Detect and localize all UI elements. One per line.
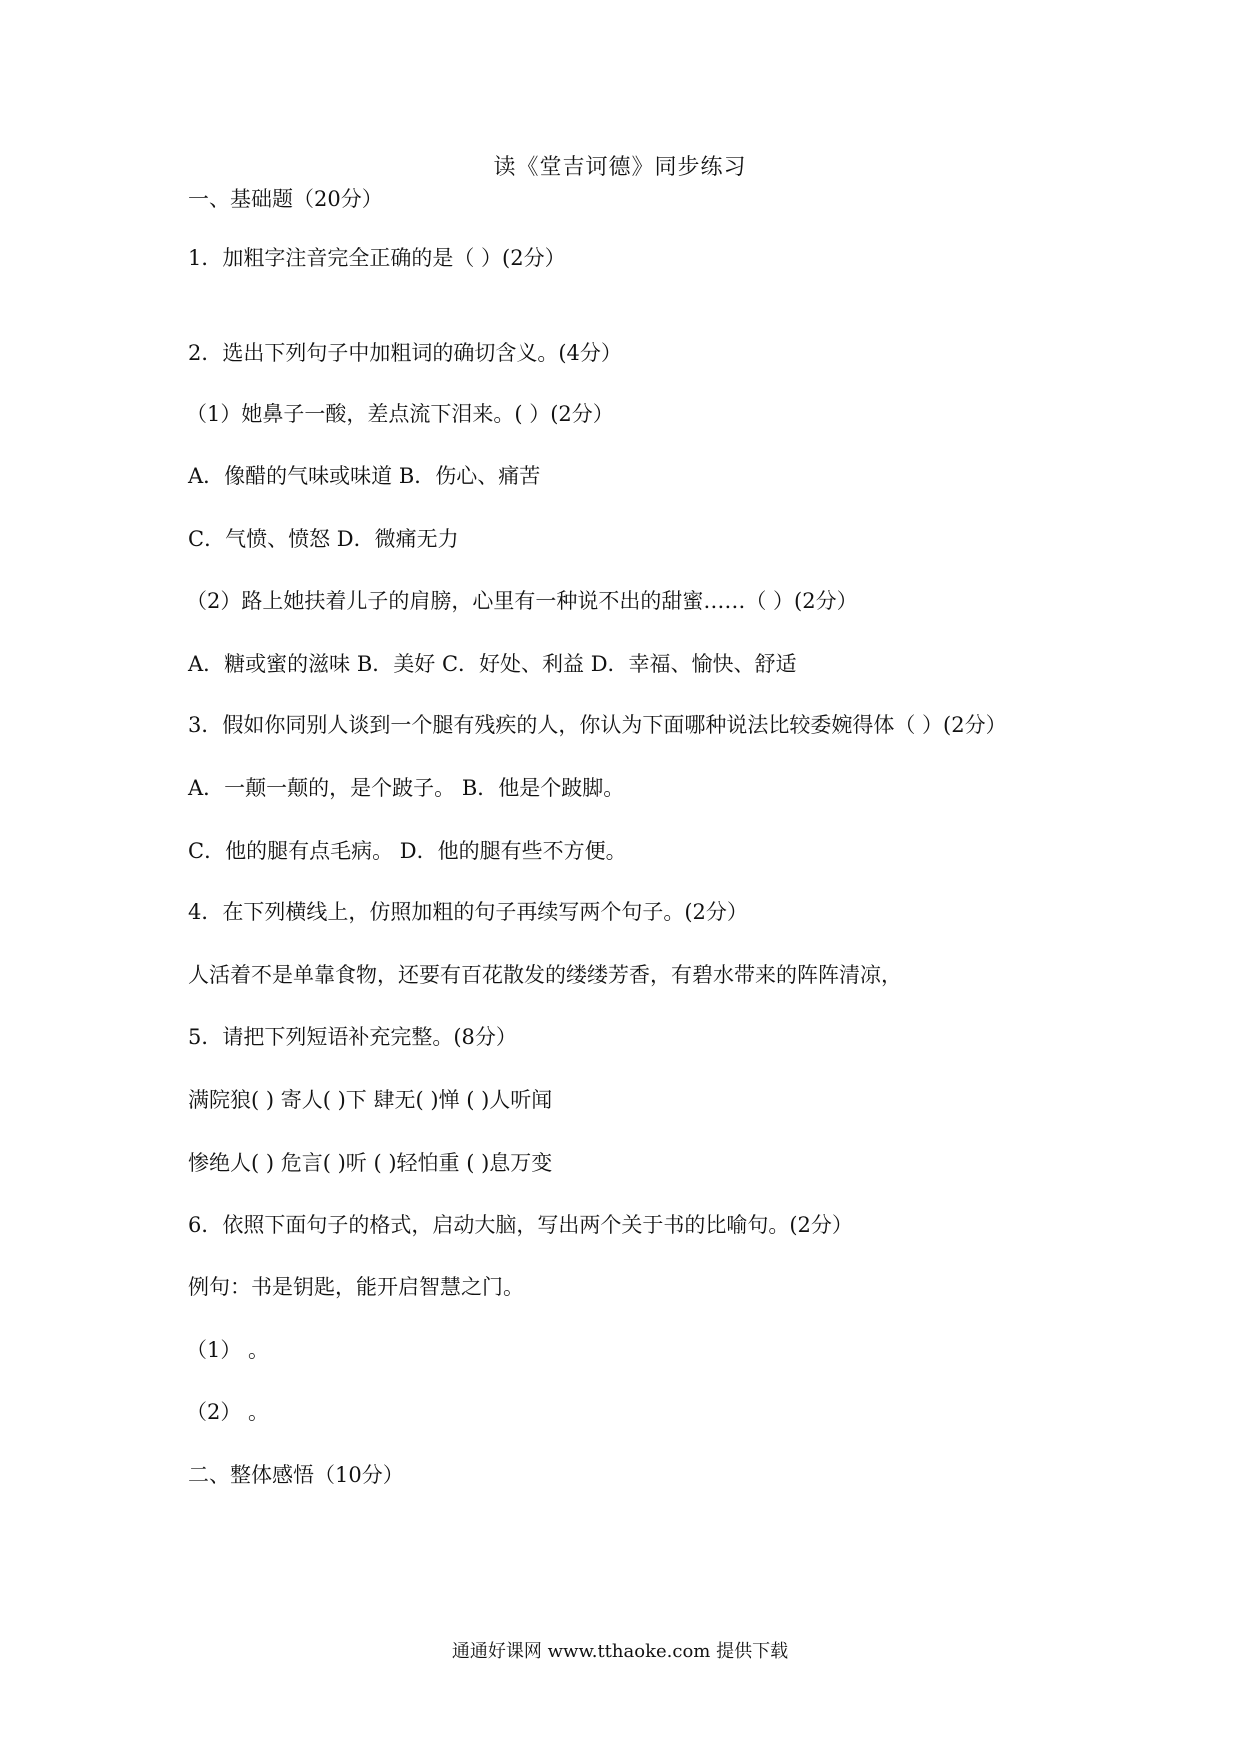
question-3-options-ab: A．一颠一颠的，是个跛子。 B．他是个跛脚。 bbox=[188, 776, 625, 800]
question-2-part-1-options-ab: A．像醋的气味或味道 B．伤心、痛苦 bbox=[188, 464, 541, 488]
question-6-answer-1: （1） 。 bbox=[186, 1338, 270, 1362]
question-2-part-1-options-cd: C．气愤、愤怒 D．微痛无力 bbox=[188, 527, 459, 551]
question-6-answer-2: （2） 。 bbox=[186, 1400, 270, 1424]
question-2-part-1: （1）她鼻子一酸，差点流下泪来。( ）(2分） bbox=[186, 402, 614, 426]
question-6: 6．依照下面句子的格式，启动大脑，写出两个关于书的比喻句。(2分） bbox=[188, 1213, 853, 1237]
document-title: 读《堂吉诃德》同步练习 bbox=[493, 155, 747, 180]
page-footer: 通通好课网 www.tthaoke.com 提供下载 bbox=[451, 1641, 789, 1662]
question-3: 3．假如你同别人谈到一个腿有残疾的人，你认为下面哪种说法比较委婉得体（ ）(2分） bbox=[188, 713, 1007, 737]
question-3-options-cd: C．他的腿有点毛病。 D．他的腿有些不方便。 bbox=[188, 839, 627, 863]
question-6-example: 例句：书是钥匙，能开启智慧之门。 bbox=[188, 1275, 524, 1299]
section-heading-overall: 二、整体感悟（10分） bbox=[188, 1463, 404, 1487]
question-5-phrases-row-2: 惨绝人( ) 危言( )听 ( )轻怕重 ( )息万变 bbox=[188, 1151, 553, 1175]
question-4: 4．在下列横线上，仿照加粗的句子再续写两个句子。(2分） bbox=[188, 900, 748, 924]
question-2: 2．选出下列句子中加粗词的确切含义。(4分） bbox=[188, 341, 622, 365]
question-5-phrases-row-1: 满院狼( ) 寄人( )下 肆无( )惮 ( )人听闻 bbox=[188, 1088, 553, 1112]
question-5: 5．请把下列短语补充完整。(8分） bbox=[188, 1025, 517, 1049]
question-2-part-2-options: A．糖或蜜的滋味 B．美好 C．好处、利益 D．幸福、愉快、舒适 bbox=[188, 652, 797, 676]
section-heading-basic: 一、基础题（20分） bbox=[188, 187, 383, 211]
question-1: 1．加粗字注音完全正确的是（ ）(2分） bbox=[188, 246, 566, 270]
question-4-sentence: 人活着不是单靠食物，还要有百花散发的缕缕芳香，有碧水带来的阵阵清凉， bbox=[188, 963, 902, 987]
question-2-part-2: （2）路上她扶着儿子的肩膀，心里有一种说不出的甜蜜……（ ）(2分） bbox=[186, 589, 858, 613]
